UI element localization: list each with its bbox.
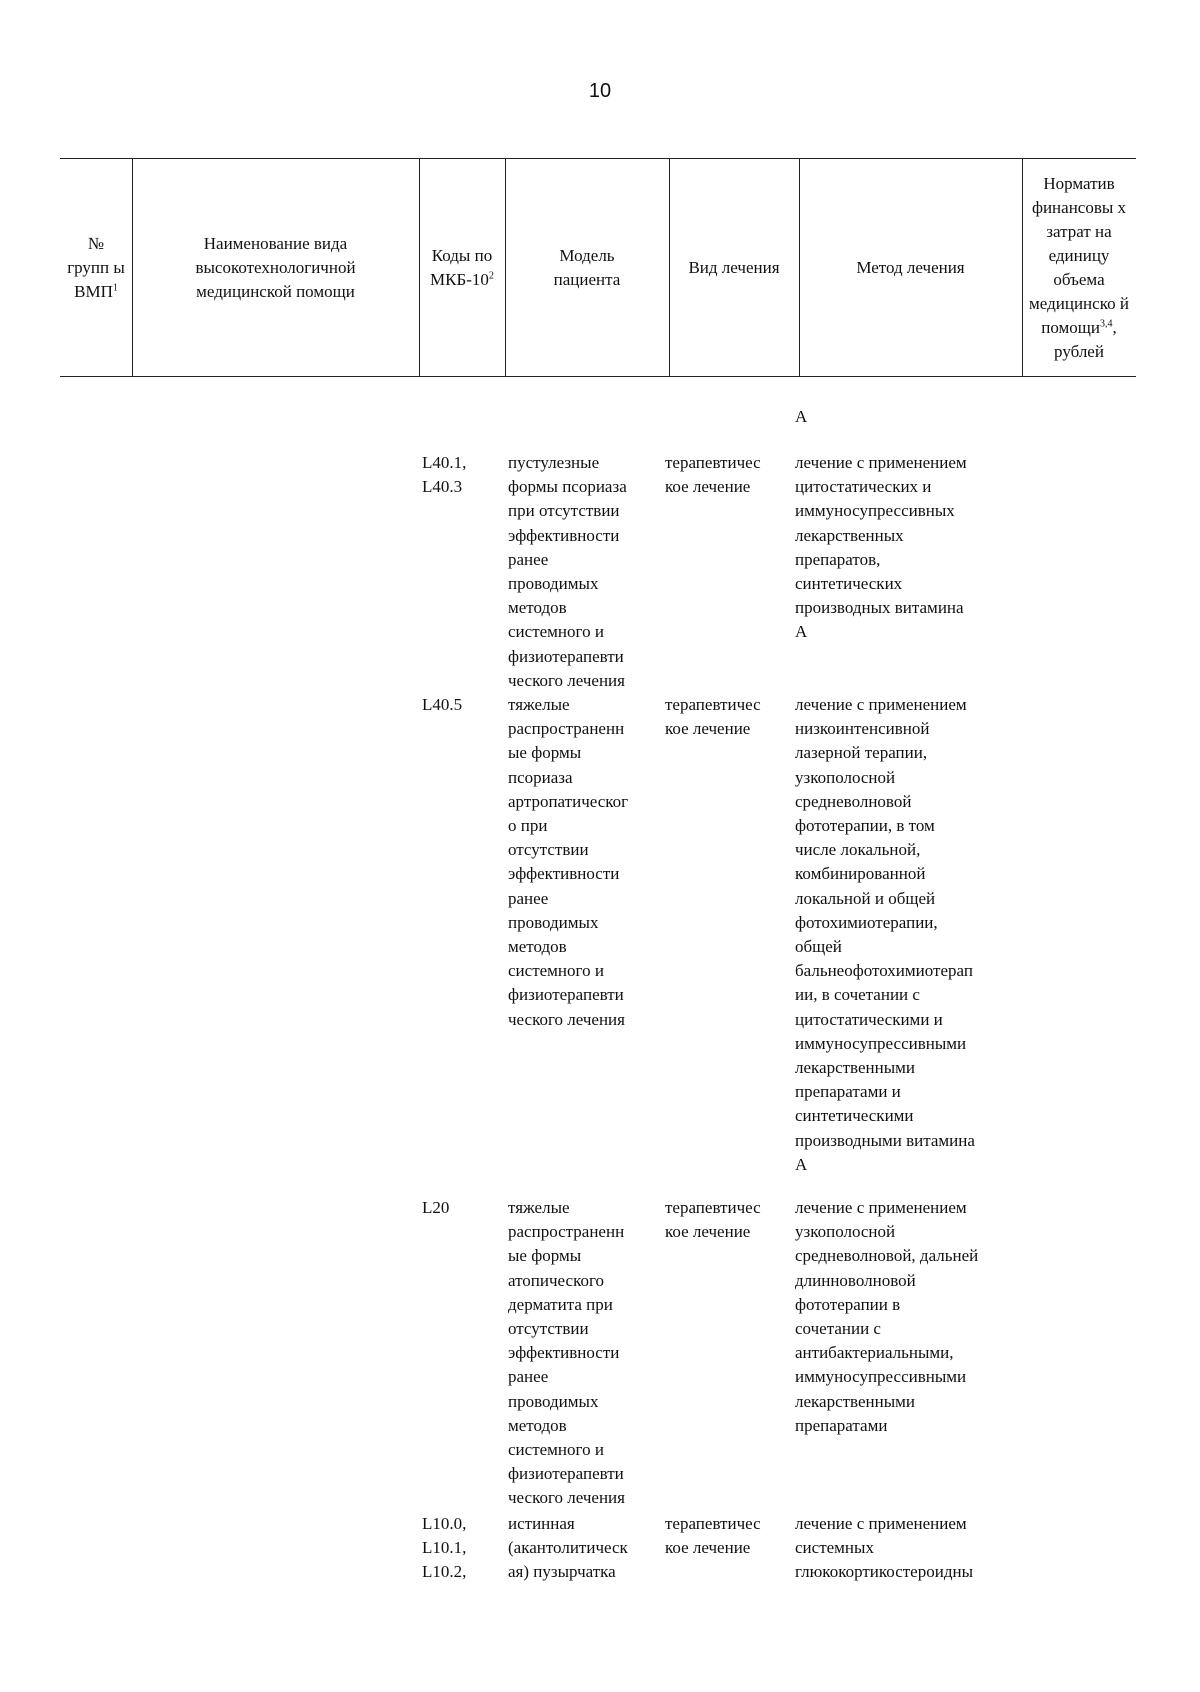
header-treatment-method: Метод лечения	[856, 257, 965, 277]
treatment-type-cell: терапевтичес кое лечение	[665, 1514, 761, 1558]
patient-model-cell: тяжелые распространенн ые формы атопического дерматита при отсутствии эффективности ранее проводимых методов системного и физиотерапевти ческого лечения	[508, 1198, 625, 1508]
header-treatment-type: Вид лечения	[688, 257, 780, 277]
header-patient-model: Модель пациента	[553, 245, 621, 289]
icd-code-cell: L20	[422, 1198, 450, 1217]
patient-model-cell: тяжелые распространенн ые формы псориаза артропатическог о при отсутствии эффективности ранее проводимых методов системного и физиотерапевти ческого лечения	[508, 695, 629, 1029]
treatment-type-cell: терапевтичес кое лечение	[665, 453, 761, 497]
page-number: 10	[588, 80, 612, 102]
treatment-type-cell: терапевтичес кое лечение	[665, 695, 761, 739]
treatment-method-cell: лечение с применением системных глюкокортикостероидны	[795, 1514, 973, 1582]
treatment-method-cell: лечение с применением низкоинтенсивной лазерной терапии, узкополосной средневолновой фототерапии, в том числе локальной, комбинированной локальной и общей фотохимиотерапии, общей бальнеофотохимиотерап ии, в сочетании с цитостатическими и иммуносупрессивными лекарственными препаратами и синтетическими производными витамина А	[795, 695, 975, 1174]
icd-code-cell: L10.0, L10.1, L10.2,	[422, 1514, 467, 1582]
header-icd-codes: Коды по МКБ-$10^2$	[430, 245, 494, 289]
header-vmp-name: Наименование вида высокотехнологичной медицинской помощи	[195, 233, 356, 301]
treatment-type-cell: терапевтичес кое лечение	[665, 1198, 761, 1242]
patient-model-cell: истинная (акантолитическ ая) пузырчатка	[508, 1514, 628, 1582]
header-financial-norm: Норматив финансовы х затрат на единицу объема медицинско й помощи$^{3,4}$, рублей	[1029, 173, 1129, 361]
patient-model-cell: пустулезные формы псориаза при отсутствии эффективности ранее проводимых методов системного и физиотерапевти ческого лечения	[508, 453, 627, 690]
treatment-method-cell: лечение с применением узкополосной средневолновой, дальней длинноволновой фототерапии в сочетании с антибактериальными, иммуносупрессивными лекарственными препаратами	[795, 1198, 979, 1435]
treatment-method-cell: лечение с применением цитостатических и иммуносупрессивных лекарственных препаратов, синтетических производных витамина А	[795, 453, 967, 642]
carryover-method-text: А	[795, 407, 808, 426]
header-group-number: № групп ы ВМП$^1$	[67, 233, 125, 301]
icd-code-cell: L40.5	[422, 695, 463, 714]
icd-code-cell: L40.1, L40.3	[422, 453, 467, 497]
table-header	[60, 158, 1136, 377]
